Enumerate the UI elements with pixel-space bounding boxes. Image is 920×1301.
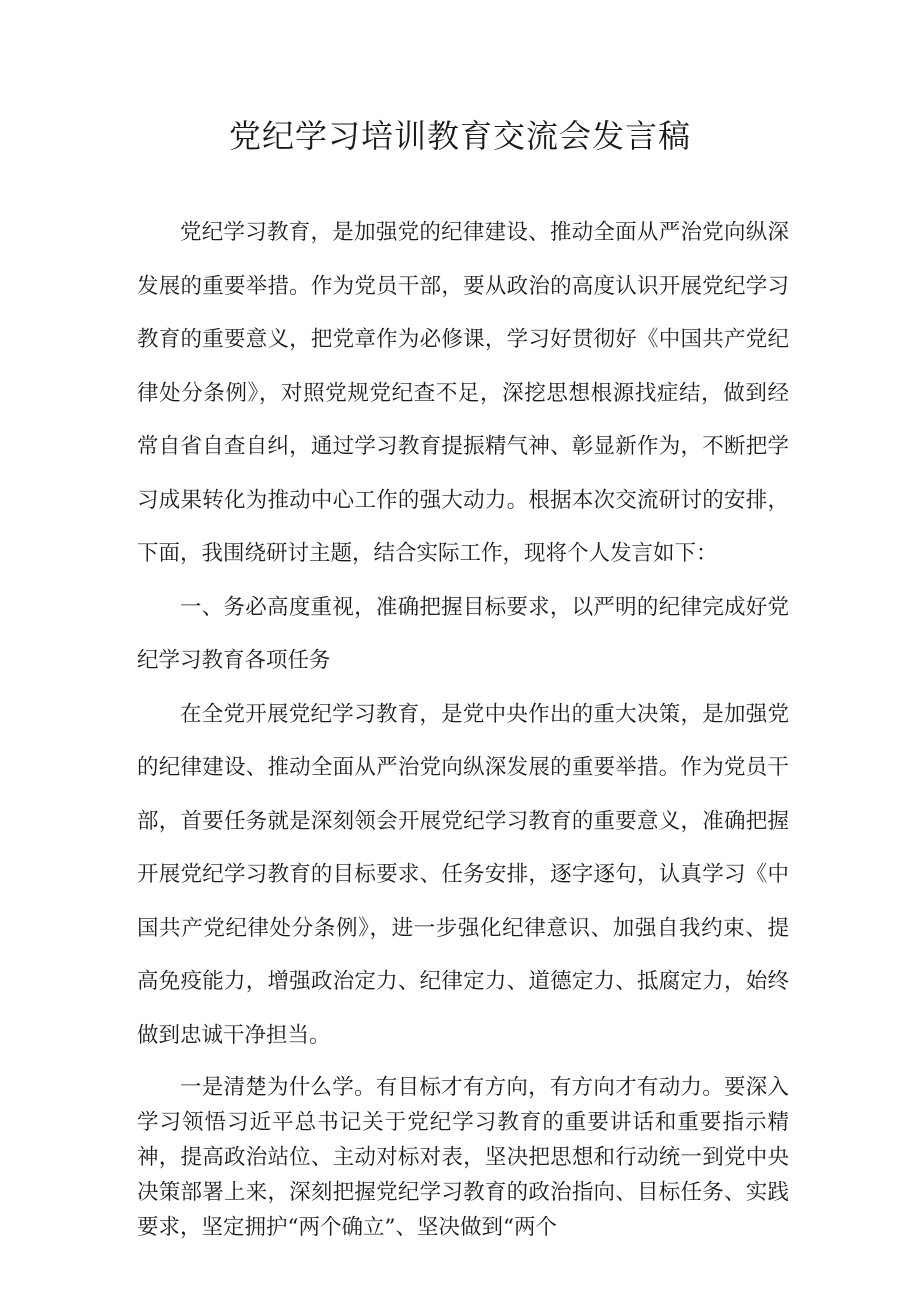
document-body bbox=[137, 206, 789, 1245]
paragraph-section-1: 在全党开展党纪学习教育，是党中央作出的重大决策，是加强党的纪律建设、推动全面从严治党向纵深发展的重要举措。作为党员干部，首要任务就是深刻领会开展党纪学习教育的重要意义，准确把握开展党纪学习教育的目标要求、任务安排，逐字逐句，认真学习《中国共产党纪律处分条例》，进一步强化纪律意识、加强自我约束、提高免疫能力，增强政治定力、纪律定力、道德定力、抵腐定力，始终做到忠诚干净担当。 bbox=[137, 701, 789, 1048]
paragraph-intro: 党纪学习教育，是加强党的纪律建设、推动全面从严治党向纵深发展的重要举措。作为党员干部，要从政治的高度认识开展党纪学习教育的重要意义，把党章作为必修课，学习好贯彻好《中国共产党纪律处分条例》，对照党规党纪查不足，深挖思想根源找症结，做到经常自省自查自纠，通过学习教育提振精气神、彰显新作为，不断把学习成果转化为推动中心工作的强大动力。根据本次交流研讨的安排，下面，我围绕研讨主题，结合实际工作，现将个人发言如下： bbox=[137, 220, 789, 566]
document-title: 党纪学习培训教育交流会发言稿 bbox=[228, 117, 691, 155]
paragraph-why-learn: 一是清楚为什么学。有目标才有方向，有方向才有动力。要深入学习领悟习近平总书记关于党纪学习教育的重要讲话和重要指示精神，提高政治站位、主动对标对表，坚决把思想和行动统一到党中央决策部署上来，深刻把握党纪学习教育的政治指向、目标任务、实践要求，坚定拥护“两个确立”、坚决做到“两个 bbox=[137, 1075, 789, 1240]
section-heading-1: 一、务必高度重视，准确把握目标要求，以严明的纪律完成好党纪学习教育各项任务 bbox=[137, 594, 789, 673]
